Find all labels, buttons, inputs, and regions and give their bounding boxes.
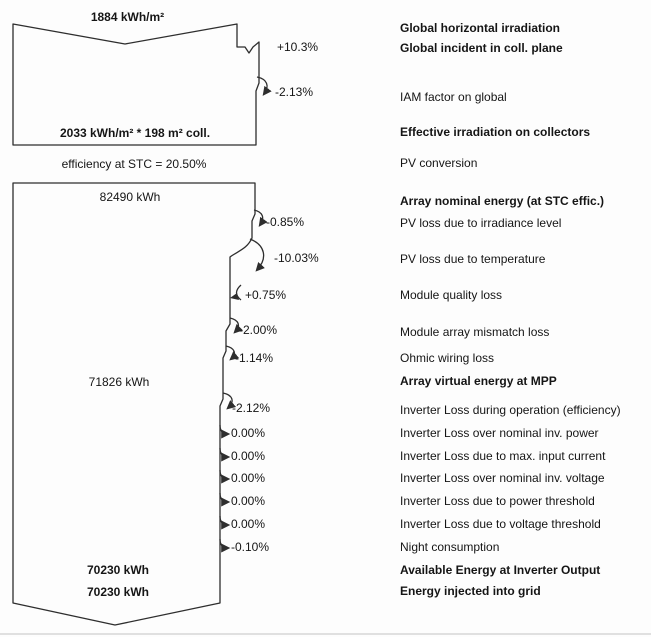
label-night-consumption: Night consumption bbox=[400, 540, 500, 554]
value-available-energy: 70230 kWh bbox=[86, 563, 150, 577]
label-irradiance-loss: PV loss due to irradiance level bbox=[400, 216, 562, 230]
label-inverter-efficiency-loss: Inverter Loss during operation (efficiency) bbox=[400, 403, 621, 417]
label-ohmic-wiring-loss: Ohmic wiring loss bbox=[400, 351, 495, 365]
value-injected-energy: 70230 kWh bbox=[86, 585, 150, 599]
voltage-threshold-loss-hook bbox=[220, 516, 228, 525]
label-inverter-voltage-loss: Inverter Loss over nominal inv. voltage bbox=[400, 471, 605, 485]
label-power-threshold-loss: Inverter Loss due to power threshold bbox=[400, 494, 595, 508]
night-consumption-hook bbox=[220, 539, 228, 548]
label-iam-factor: IAM factor on global bbox=[400, 90, 507, 104]
label-global-horizontal-irradiation: Global horizontal irradiation bbox=[400, 21, 561, 35]
wiring-loss-arrow bbox=[226, 346, 234, 359]
value-effective-irradiation: 2033 kWh/m² * 198 m² coll. bbox=[59, 126, 211, 140]
inverter-power-loss-hook bbox=[220, 425, 228, 434]
pct-wiring-loss: -1.14% bbox=[235, 351, 274, 365]
value-stc-efficiency: efficiency at STC = 20.50% bbox=[61, 157, 207, 171]
inverter-voltage-loss-hook bbox=[220, 470, 228, 479]
label-available-energy: Available Energy at Inverter Output bbox=[400, 563, 601, 577]
pct-power-threshold-loss: 0.00% bbox=[231, 494, 266, 508]
pct-inverter-current-loss: 0.00% bbox=[231, 449, 266, 463]
temperature-loss-arrow bbox=[250, 239, 264, 270]
inverter-efficiency-loss-arrow bbox=[223, 393, 232, 408]
page-scan-line bbox=[0, 633, 651, 635]
pct-quality-gain: +0.75% bbox=[245, 288, 287, 302]
value-global-horizontal-irradiation: 1884 kWh/m² bbox=[90, 10, 165, 24]
label-voltage-threshold-loss: Inverter Loss due to voltage threshold bbox=[400, 517, 601, 531]
label-injected-energy: Energy injected into grid bbox=[400, 584, 541, 598]
value-array-nominal-energy: 82490 kWh bbox=[99, 190, 161, 204]
pct-mismatch-loss: -2.00% bbox=[239, 323, 278, 337]
pct-irradiance-loss: -0.85% bbox=[266, 215, 305, 229]
pct-transposition-gain: +10.3% bbox=[277, 40, 319, 54]
pct-inverter-voltage-loss: 0.00% bbox=[231, 471, 266, 485]
pct-night-consumption: -0.10% bbox=[231, 540, 270, 554]
label-inverter-current-loss: Inverter Loss due to max. input current bbox=[400, 449, 606, 463]
label-array-virtual-energy: Array virtual energy at MPP bbox=[400, 374, 557, 388]
energy-flow-shape bbox=[13, 183, 255, 625]
label-inverter-power-loss: Inverter Loss over nominal inv. power bbox=[400, 426, 599, 440]
value-array-virtual-energy: 71826 kWh bbox=[88, 375, 150, 389]
pct-inverter-efficiency-loss: -2.12% bbox=[232, 401, 271, 415]
label-temperature-loss: PV loss due to temperature bbox=[400, 252, 546, 266]
label-effective-irradiation: Effective irradiation on collectors bbox=[400, 125, 591, 139]
label-mismatch-loss: Module array mismatch loss bbox=[400, 325, 550, 339]
label-array-nominal-energy: Array nominal energy (at STC effic.) bbox=[400, 194, 605, 208]
pct-iam-loss: -2.13% bbox=[275, 85, 314, 99]
mismatch-loss-arrow bbox=[230, 318, 238, 332]
label-global-incident: Global incident in coll. plane bbox=[400, 41, 563, 55]
label-pv-conversion: PV conversion bbox=[400, 156, 478, 170]
label-module-quality-loss: Module quality loss bbox=[400, 288, 503, 302]
power-threshold-loss-hook bbox=[220, 493, 228, 502]
pct-temperature-loss: -10.03% bbox=[274, 251, 319, 265]
inverter-current-loss-hook bbox=[220, 448, 228, 457]
quality-gain-arrowhead bbox=[230, 293, 239, 300]
pct-voltage-threshold-loss: 0.00% bbox=[231, 517, 266, 531]
pct-inverter-power-loss: 0.00% bbox=[231, 426, 266, 440]
